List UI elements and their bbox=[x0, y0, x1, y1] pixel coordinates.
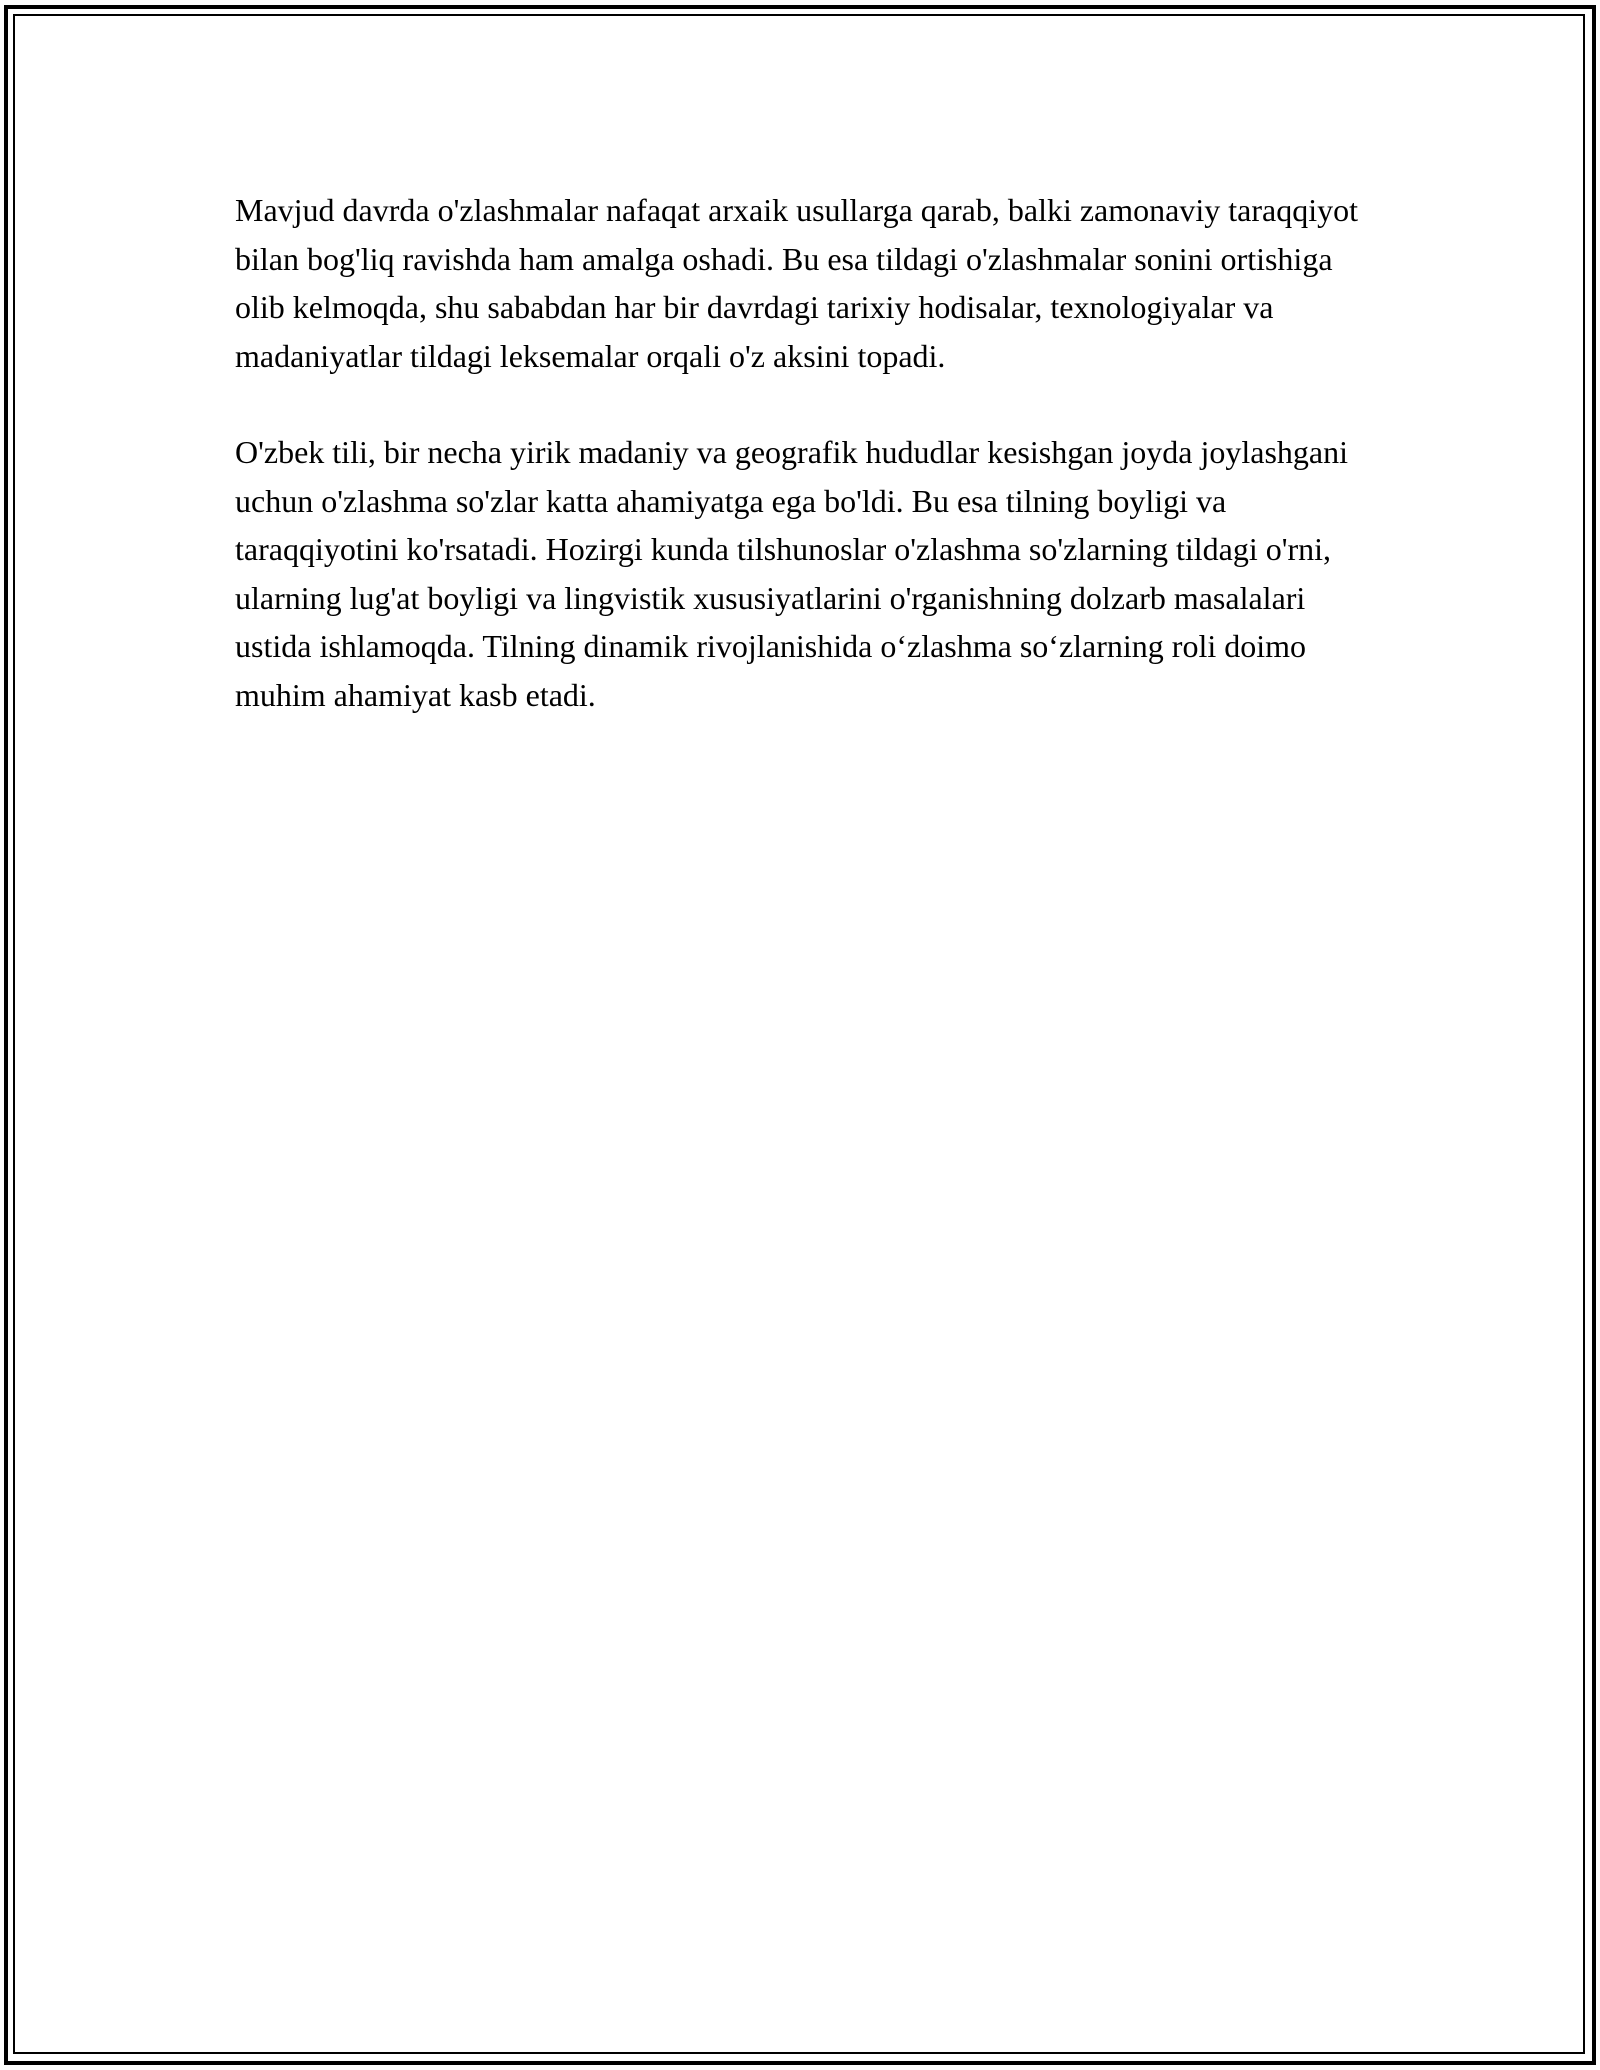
paragraph-2: O'zbek tili, bir necha yirik madaniy va geografik hududlar kesishgan joyda joylashgani uchun o'zlashma so'zlar katta ahamiyatga ega bo'ldi. Bu esa tilning boyligi va taraqqiyotini ko'rsatadi. Hozirgi kunda tilshunoslar o'zlashma so'zlarning tildagi o'rni, ularning lug'at boyligi va lingvistik xususiyatlarini o'rganishning dolzarb masalalari ustida ishlamoqda. Tilning dinamik rivojlanishida o‘zlashma so‘zlarning roli doimo muhim ahamiyat kasb etadi. bbox=[235, 434, 1349, 713]
document-body bbox=[235, 186, 1385, 719]
paragraph-1: Mavjud davrda o'zlashmalar nafaqat arxaik usullarga qarab, balki zamonaviy taraqqiyot bilan bog'liq ravishda ham amalga oshadi. Bu esa tildagi o'zlashmalar sonini ortishiga olib kelmoqda, shu sababdan har bir davrdagi tarixiy hodisalar, texnologiyalar va madaniyatlar tildagi leksemalar orqali o'z aksini topadi. bbox=[235, 192, 1358, 374]
